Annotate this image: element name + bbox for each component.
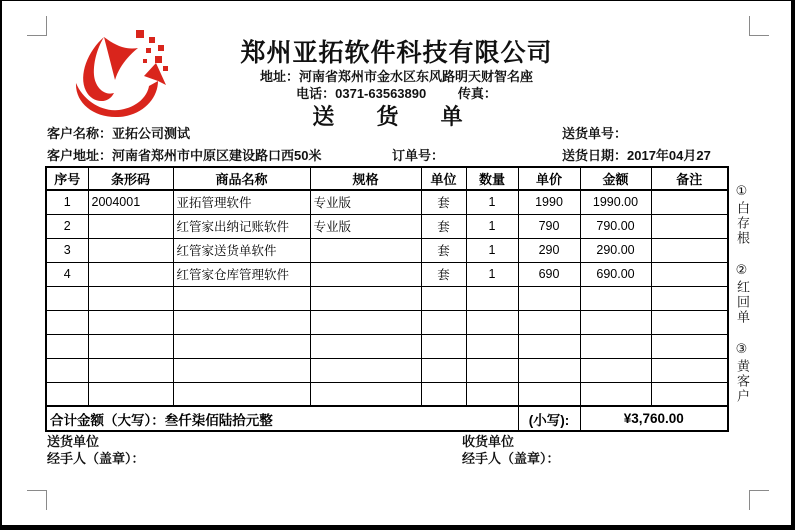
table-row (46, 262, 728, 286)
customer-name: 客户名称：亚拓公司测试 (47, 126, 191, 141)
table-cell: 套 (421, 190, 466, 214)
table-cell (310, 238, 421, 262)
customer-address: 客户地址：河南省郑州市中原区建设路口西50米 (47, 148, 322, 163)
column-header: 单价 (518, 167, 580, 190)
table-cell (580, 334, 651, 358)
table-cell: 1 (466, 190, 518, 214)
table-cell (466, 334, 518, 358)
copy-legend-red-return: ②红回单 (735, 263, 750, 325)
table-cell (651, 286, 728, 310)
table-cell: 套 (421, 214, 466, 238)
table-cell (310, 358, 421, 382)
page-margin-mark-bottom-left (27, 490, 47, 510)
table-cell: 790 (518, 214, 580, 238)
table-cell (46, 358, 88, 382)
table-cell (421, 310, 466, 334)
table-cell (173, 382, 310, 406)
table-row (46, 214, 728, 238)
table-cell (173, 358, 310, 382)
table-cell: 套 (421, 238, 466, 262)
column-header: 金额 (580, 167, 651, 190)
page-margin-mark-top-right (749, 16, 769, 36)
table-cell (466, 358, 518, 382)
table-cell (310, 382, 421, 406)
table-cell (46, 334, 88, 358)
table-cell (421, 382, 466, 406)
delivery-no-label: 送货单号： (562, 126, 628, 141)
column-header: 条形码 (88, 167, 173, 190)
total-small-label: (小写): (518, 406, 580, 431)
copy-legend (733, 184, 752, 404)
table-cell (651, 382, 728, 406)
items-table (45, 166, 729, 432)
table-cell (310, 286, 421, 310)
table-cell (421, 358, 466, 382)
table-body (46, 190, 728, 406)
page-margin-mark-top-left (27, 16, 47, 36)
table-cell (580, 310, 651, 334)
copy-legend-yellow-customer: ③黄客户 (735, 342, 750, 404)
table-cell (421, 286, 466, 310)
table-cell: 亚拓管理软件 (173, 190, 310, 214)
table-row (46, 382, 728, 406)
table-cell (88, 358, 173, 382)
column-header: 数量 (466, 167, 518, 190)
total-amount-in-words: 合计金额（大写）：叁仟柒佰陆拾元整 (46, 406, 518, 431)
table-cell: 3 (46, 238, 88, 262)
table-cell (421, 334, 466, 358)
table-cell: 690 (518, 262, 580, 286)
table-cell: 红管家出纳记账软件 (173, 214, 310, 238)
table-cell (173, 286, 310, 310)
page-margin-mark-bottom-right (749, 490, 769, 510)
total-amount-in-figures: ¥3,760.00 (580, 406, 728, 431)
sender-handler-label: 经手人（盖章）： (47, 451, 145, 466)
header-row (46, 167, 728, 190)
table-cell (651, 310, 728, 334)
table-cell: 1990 (518, 190, 580, 214)
table-cell (651, 214, 728, 238)
table-cell: 290.00 (580, 238, 651, 262)
table-row (46, 238, 728, 262)
table-cell (580, 358, 651, 382)
table-cell (310, 310, 421, 334)
table-cell: 红管家仓库管理软件 (173, 262, 310, 286)
table-row (46, 286, 728, 310)
table-header (46, 167, 728, 190)
table-cell: 专业版 (310, 190, 421, 214)
table-row (46, 310, 728, 334)
table-cell (580, 382, 651, 406)
table-row (46, 358, 728, 382)
table-cell (651, 262, 728, 286)
company-name: 郑州亚拓软件科技有限公司 (240, 39, 553, 67)
table-cell: 1 (466, 214, 518, 238)
table-cell (88, 334, 173, 358)
column-header: 单位 (421, 167, 466, 190)
table-cell: 2004001 (88, 190, 173, 214)
document-title: 送 货 单 (312, 104, 481, 129)
column-header: 序号 (46, 167, 88, 190)
table-cell (518, 310, 580, 334)
table-cell (46, 310, 88, 334)
table-cell (466, 286, 518, 310)
table-row (46, 334, 728, 358)
company-address: 地址：河南省郑州市金水区东风路明天财智名座 (259, 69, 533, 84)
table-cell (651, 334, 728, 358)
table-cell (46, 382, 88, 406)
table-cell: 2 (46, 214, 88, 238)
table-cell (310, 334, 421, 358)
table-cell (88, 238, 173, 262)
table-cell (173, 334, 310, 358)
table-cell (88, 214, 173, 238)
table-row (46, 190, 728, 214)
table-cell (651, 190, 728, 214)
company-phone: 电话：0371-63563890 (296, 86, 427, 101)
table-cell (466, 310, 518, 334)
table-cell: 套 (421, 262, 466, 286)
order-no-label: 订单号： (392, 148, 445, 163)
column-header: 备注 (651, 167, 728, 190)
table-cell: 790.00 (580, 214, 651, 238)
table-cell (651, 358, 728, 382)
table-cell: 690.00 (580, 262, 651, 286)
company-fax: 传真： (457, 86, 497, 101)
table-cell (466, 382, 518, 406)
table-cell (88, 382, 173, 406)
table-cell: 专业版 (310, 214, 421, 238)
column-header: 商品名称 (173, 167, 310, 190)
total-row (46, 406, 728, 431)
table-cell (88, 262, 173, 286)
delivery-date: 送货日期：2017年04月27 (562, 148, 711, 163)
table-cell (173, 310, 310, 334)
table-cell: 1 (466, 238, 518, 262)
table-cell (518, 382, 580, 406)
receiver-handler-label: 经手人（盖章）： (462, 451, 560, 466)
table-cell: 290 (518, 238, 580, 262)
table-cell (518, 286, 580, 310)
table-cell: 1990.00 (580, 190, 651, 214)
table-cell (310, 262, 421, 286)
table-cell (580, 286, 651, 310)
receiver-unit-label: 收货单位 (462, 434, 515, 449)
table-cell (46, 286, 88, 310)
table-cell: 红管家送货单软件 (173, 238, 310, 262)
table-cell (651, 238, 728, 262)
table-cell: 4 (46, 262, 88, 286)
table-cell (518, 358, 580, 382)
table-cell: 1 (46, 190, 88, 214)
table-cell (88, 286, 173, 310)
table-cell (518, 334, 580, 358)
table-cell: 1 (466, 262, 518, 286)
column-header: 规格 (310, 167, 421, 190)
table-cell (88, 310, 173, 334)
sender-unit-label: 送货单位 (47, 434, 100, 449)
copy-legend-white-stub: ①白存根 (735, 184, 750, 246)
